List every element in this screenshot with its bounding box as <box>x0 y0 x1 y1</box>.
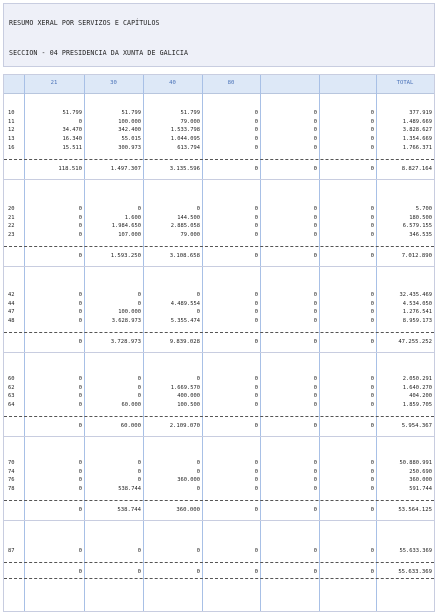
cell-value: 0 <box>78 506 82 513</box>
group-divider <box>4 266 434 267</box>
cell-value: 0 <box>254 477 258 484</box>
cell-value: 1.600 <box>124 214 141 221</box>
cell-value: 0 <box>254 144 258 151</box>
table-row <box>4 291 434 299</box>
cell-value: 1.859.705 <box>402 402 432 409</box>
row-code: 64 <box>8 402 15 409</box>
cell-value: 0 <box>370 338 374 345</box>
cell-value: 0 <box>313 309 317 316</box>
cell-value: 1.533.798 <box>170 127 200 134</box>
cell-value: 34.470 <box>62 127 82 134</box>
cell-value: 0 <box>313 292 317 298</box>
cell-value: 0 <box>370 300 374 307</box>
cell-value: 0 <box>78 300 82 307</box>
row-code: 60 <box>8 376 15 382</box>
column-header: 21 <box>50 80 58 86</box>
cell-value: 0 <box>254 393 258 400</box>
cell-value: 0 <box>370 384 374 391</box>
cell-value: 0 <box>370 460 374 466</box>
table-row <box>4 384 434 392</box>
row-code: 48 <box>8 318 15 325</box>
cell-value: 0 <box>254 127 258 134</box>
cell-value: 55.633.369 <box>399 548 432 554</box>
cell-value: 0 <box>370 477 374 484</box>
cell-value: 0 <box>78 118 82 125</box>
cell-value: 51.799 <box>121 110 141 116</box>
cell-value: 0 <box>370 486 374 493</box>
cell-value: 0 <box>137 568 141 575</box>
cell-value: 0 <box>254 548 258 554</box>
cell-value: 79.000 <box>180 232 200 239</box>
table-row <box>4 375 434 383</box>
cell-value: 32.435.469 <box>399 292 432 298</box>
cell-value: 0 <box>313 506 317 513</box>
group-divider <box>4 179 434 180</box>
cell-value: 0 <box>254 110 258 116</box>
row-code: 62 <box>8 384 15 391</box>
cell-value: 0 <box>370 393 374 400</box>
cell-value: 0 <box>313 548 317 554</box>
cell-value: 0 <box>254 300 258 307</box>
cell-value: 0 <box>78 206 82 212</box>
cell-value: 613.794 <box>177 144 200 151</box>
table-row <box>4 144 434 152</box>
table-row <box>4 401 434 409</box>
cell-value: 0 <box>370 144 374 151</box>
cell-value: 0 <box>370 118 374 125</box>
dashed-separator <box>4 159 434 160</box>
column-header: TOTAL <box>396 80 414 86</box>
table-row <box>4 392 434 400</box>
cell-value: 0 <box>196 309 200 316</box>
cell-value: 0 <box>78 393 82 400</box>
table-row <box>4 109 434 117</box>
row-code: 12 <box>8 127 15 134</box>
cell-value: 360.000 <box>177 477 200 484</box>
cell-value: 0 <box>137 292 141 298</box>
cell-value: 5.954.367 <box>401 422 432 429</box>
cell-value: 0 <box>370 468 374 475</box>
cell-value: 0 <box>370 223 374 230</box>
cell-value: 0 <box>313 393 317 400</box>
cell-value: 1.497.307 <box>110 165 141 172</box>
cell-value: 0 <box>196 548 200 554</box>
cell-value: 0 <box>78 309 82 316</box>
cell-value: 0 <box>137 300 141 307</box>
section-title: SECCION - 04 PRESIDENCIA DA XUNTA DE GALICIA <box>9 49 189 57</box>
cell-value: 0 <box>313 384 317 391</box>
cell-value: 0 <box>196 376 200 382</box>
report-title: RESUMO XERAL POR SERVIZOS E CAPÍTULOS <box>9 19 160 27</box>
dashed-separator <box>4 246 434 247</box>
row-code: 70 <box>8 460 15 466</box>
cell-value: 0 <box>254 165 258 172</box>
cell-value: 0 <box>137 376 141 382</box>
cell-value: 15.511 <box>62 144 82 151</box>
dashed-separator <box>4 332 434 333</box>
table-row <box>4 135 434 143</box>
cell-value: 0 <box>370 136 374 143</box>
cell-value: 0 <box>78 422 82 429</box>
table-row <box>4 485 434 493</box>
cell-value: 0 <box>196 486 200 493</box>
cell-value: 0 <box>313 165 317 172</box>
row-code: 78 <box>8 486 15 493</box>
table-row <box>4 459 434 467</box>
cell-value: 591.744 <box>409 486 432 493</box>
cell-value: 0 <box>370 376 374 382</box>
cell-value: 0 <box>313 223 317 230</box>
cell-value: 6.579.155 <box>402 223 432 230</box>
cell-value: 2.050.291 <box>402 376 432 382</box>
table-row <box>4 300 434 308</box>
row-code: 21 <box>8 214 15 221</box>
cell-value: 0 <box>313 422 317 429</box>
cell-value: 0 <box>313 232 317 239</box>
cell-value: 0 <box>78 376 82 382</box>
row-code: 22 <box>8 223 15 230</box>
cell-value: 53.564.125 <box>398 506 432 513</box>
cell-value: 0 <box>78 468 82 475</box>
subtotal-row <box>4 506 434 514</box>
cell-value: 0 <box>196 206 200 212</box>
cell-value: 400.000 <box>177 393 200 400</box>
cell-value: 107.000 <box>118 232 141 239</box>
cell-value: 0 <box>313 338 317 345</box>
cell-value: 1.984.650 <box>111 223 141 230</box>
cell-value: 0 <box>78 548 82 554</box>
cell-value: 1.276.541 <box>402 309 432 316</box>
cell-value: 0 <box>254 468 258 475</box>
cell-value: 0 <box>370 506 374 513</box>
table-row <box>4 214 434 222</box>
row-code: 23 <box>8 232 15 239</box>
cell-value: 3.828.627 <box>402 127 432 134</box>
cell-value: 0 <box>254 292 258 298</box>
cell-value: 8.959.173 <box>402 318 432 325</box>
cell-value: 0 <box>370 206 374 212</box>
cell-value: 60.000 <box>120 422 141 429</box>
dashed-separator <box>4 578 434 579</box>
cell-value: 8.827.164 <box>401 165 432 172</box>
cell-value: 1.766.371 <box>402 144 432 151</box>
cell-value: 404.200 <box>409 393 432 400</box>
cell-value: 0 <box>254 384 258 391</box>
cell-value: 0 <box>254 309 258 316</box>
cell-value: 2.885.058 <box>170 223 200 230</box>
cell-value: 0 <box>254 232 258 239</box>
cell-value: 0 <box>196 568 200 575</box>
cell-value: 3.628.973 <box>111 318 141 325</box>
cell-value: 0 <box>78 214 82 221</box>
cell-value: 342.400 <box>118 127 141 134</box>
cell-value: 0 <box>313 477 317 484</box>
dashed-separator <box>4 500 434 501</box>
cell-value: 0 <box>254 486 258 493</box>
cell-value: 51.799 <box>62 110 82 116</box>
table-row <box>4 126 434 134</box>
cell-value: 0 <box>137 460 141 466</box>
cell-value: 0 <box>137 393 141 400</box>
cell-value: 300.973 <box>118 144 141 151</box>
cell-value: 0 <box>254 118 258 125</box>
cell-value: 4.534.050 <box>402 300 432 307</box>
cell-value: 360.000 <box>176 506 200 513</box>
cell-value: 0 <box>78 568 82 575</box>
cell-value: 0 <box>78 318 82 325</box>
column-header: 80 <box>227 80 235 86</box>
row-code: 47 <box>8 309 15 316</box>
cell-value: 55.633.369 <box>398 568 432 575</box>
cell-value: 0 <box>254 136 258 143</box>
cell-value: 0 <box>137 206 141 212</box>
subtotal-row <box>4 165 434 173</box>
cell-value: 0 <box>370 127 374 134</box>
cell-value: 16.340 <box>62 136 82 143</box>
cell-value: 346.535 <box>409 232 432 239</box>
cell-value: 0 <box>370 292 374 298</box>
cell-value: 100.500 <box>177 402 200 409</box>
row-code: 13 <box>8 136 15 143</box>
cell-value: 1.640.270 <box>402 384 432 391</box>
cell-value: 0 <box>78 477 82 484</box>
cell-value: 0 <box>313 300 317 307</box>
cell-value: 0 <box>196 460 200 466</box>
cell-value: 5.355.474 <box>170 318 200 325</box>
row-code: 44 <box>8 300 15 307</box>
cell-value: 0 <box>254 506 258 513</box>
row-code: 16 <box>8 144 15 151</box>
cell-value: 0 <box>313 206 317 212</box>
cell-value: 0 <box>370 165 374 172</box>
cell-value: 0 <box>370 214 374 221</box>
cell-value: 144.500 <box>177 214 200 221</box>
table-row <box>4 547 434 555</box>
cell-value: 0 <box>313 127 317 134</box>
cell-value: 0 <box>254 318 258 325</box>
cell-value: 0 <box>254 338 258 345</box>
cell-value: 538.744 <box>118 486 141 493</box>
cell-value: 0 <box>254 422 258 429</box>
table-row <box>4 468 434 476</box>
cell-value: 0 <box>370 309 374 316</box>
cell-value: 0 <box>78 402 82 409</box>
cell-value: 1.669.570 <box>170 384 200 391</box>
row-code: 11 <box>8 118 15 125</box>
table-row <box>4 317 434 325</box>
cell-value: 0 <box>313 318 317 325</box>
cell-value: 250.690 <box>409 468 432 475</box>
cell-value: 100.000 <box>118 118 141 125</box>
cell-value: 0 <box>78 232 82 239</box>
cell-value: 0 <box>78 252 82 259</box>
cell-value: 0 <box>370 252 374 259</box>
cell-value: 0 <box>254 568 258 575</box>
cell-value: 3.108.658 <box>169 252 200 259</box>
cell-value: 0 <box>78 338 82 345</box>
cell-value: 9.839.028 <box>169 338 200 345</box>
cell-value: 47.255.252 <box>398 338 432 345</box>
cell-value: 79.000 <box>180 118 200 125</box>
cell-value: 360.000 <box>409 477 432 484</box>
cell-value: 0 <box>313 144 317 151</box>
cell-value: 0 <box>196 292 200 298</box>
cell-value: 5.700 <box>415 206 432 212</box>
cell-value: 1.044.095 <box>170 136 200 143</box>
cell-value: 7.012.890 <box>401 252 432 259</box>
cell-value: 0 <box>370 318 374 325</box>
cell-value: 2.109.070 <box>169 422 200 429</box>
column-header: 30 <box>110 80 117 86</box>
cell-value: 1.354.669 <box>402 136 432 143</box>
cell-value: 3.135.596 <box>169 165 200 172</box>
cell-value: 60.000 <box>121 402 141 409</box>
row-code: 74 <box>8 468 15 475</box>
table-row <box>4 222 434 230</box>
cell-value: 0 <box>254 206 258 212</box>
table-row <box>4 118 434 126</box>
cell-value: 100.000 <box>118 309 141 316</box>
cell-value: 0 <box>137 468 141 475</box>
dashed-separator <box>4 562 434 563</box>
cell-value: 538.744 <box>117 506 141 513</box>
cell-value: 1.489.669 <box>402 118 432 125</box>
table-row <box>4 231 434 239</box>
cell-value: 0 <box>78 384 82 391</box>
dashed-separator <box>4 416 434 417</box>
subtotal-row <box>4 252 434 260</box>
cell-value: 0 <box>313 460 317 466</box>
group-divider <box>4 352 434 353</box>
cell-value: 0 <box>313 568 317 575</box>
cell-value: 0 <box>313 252 317 259</box>
cell-value: 0 <box>313 110 317 116</box>
cell-value: 0 <box>313 118 317 125</box>
cell-value: 55.015 <box>121 136 141 143</box>
cell-value: 0 <box>313 486 317 493</box>
cell-value: 0 <box>254 402 258 409</box>
cell-value: 0 <box>196 468 200 475</box>
cell-value: 0 <box>254 214 258 221</box>
cell-value: 0 <box>137 548 141 554</box>
cell-value: 0 <box>137 384 141 391</box>
summary-table <box>3 74 435 612</box>
group-divider <box>4 520 434 521</box>
cell-value: 50.880.991 <box>399 460 432 466</box>
cell-value: 0 <box>370 568 374 575</box>
cell-value: 0 <box>78 460 82 466</box>
row-code: 87 <box>8 548 15 554</box>
table-row <box>4 308 434 316</box>
cell-value: 3.728.973 <box>110 338 141 345</box>
cell-value: 0 <box>370 110 374 116</box>
cell-value: 51.799 <box>180 110 200 116</box>
cell-value: 0 <box>370 402 374 409</box>
column-header-row <box>4 75 434 94</box>
cell-value: 0 <box>254 376 258 382</box>
cell-value: 0 <box>78 486 82 493</box>
row-code: 63 <box>8 393 15 400</box>
subtotal-row <box>4 338 434 346</box>
row-code: 10 <box>8 110 15 116</box>
group-divider <box>4 436 434 437</box>
cell-value: 0 <box>313 214 317 221</box>
cell-value: 0 <box>313 376 317 382</box>
cell-value: 0 <box>254 460 258 466</box>
row-code: 76 <box>8 477 15 484</box>
cell-value: 377.919 <box>409 110 432 116</box>
subtotal-row <box>4 568 434 576</box>
cell-value: 0 <box>254 252 258 259</box>
cell-value: 1.593.250 <box>110 252 141 259</box>
cell-value: 0 <box>313 402 317 409</box>
report-header <box>3 3 435 67</box>
cell-value: 0 <box>313 468 317 475</box>
subtotal-row <box>4 422 434 430</box>
row-code: 42 <box>8 292 15 298</box>
cell-value: 0 <box>78 223 82 230</box>
cell-value: 0 <box>137 477 141 484</box>
cell-value: 180.500 <box>409 214 432 221</box>
cell-value: 0 <box>370 548 374 554</box>
cell-value: 0 <box>370 422 374 429</box>
cell-value: 0 <box>78 292 82 298</box>
cell-value: 0 <box>370 232 374 239</box>
column-header: 40 <box>169 80 176 86</box>
cell-value: 118.510 <box>58 165 82 172</box>
cell-value: 0 <box>313 136 317 143</box>
table-row <box>4 476 434 484</box>
cell-value: 0 <box>254 223 258 230</box>
row-code: 20 <box>8 206 15 212</box>
table-row <box>4 205 434 213</box>
cell-value: 4.489.554 <box>170 300 200 307</box>
